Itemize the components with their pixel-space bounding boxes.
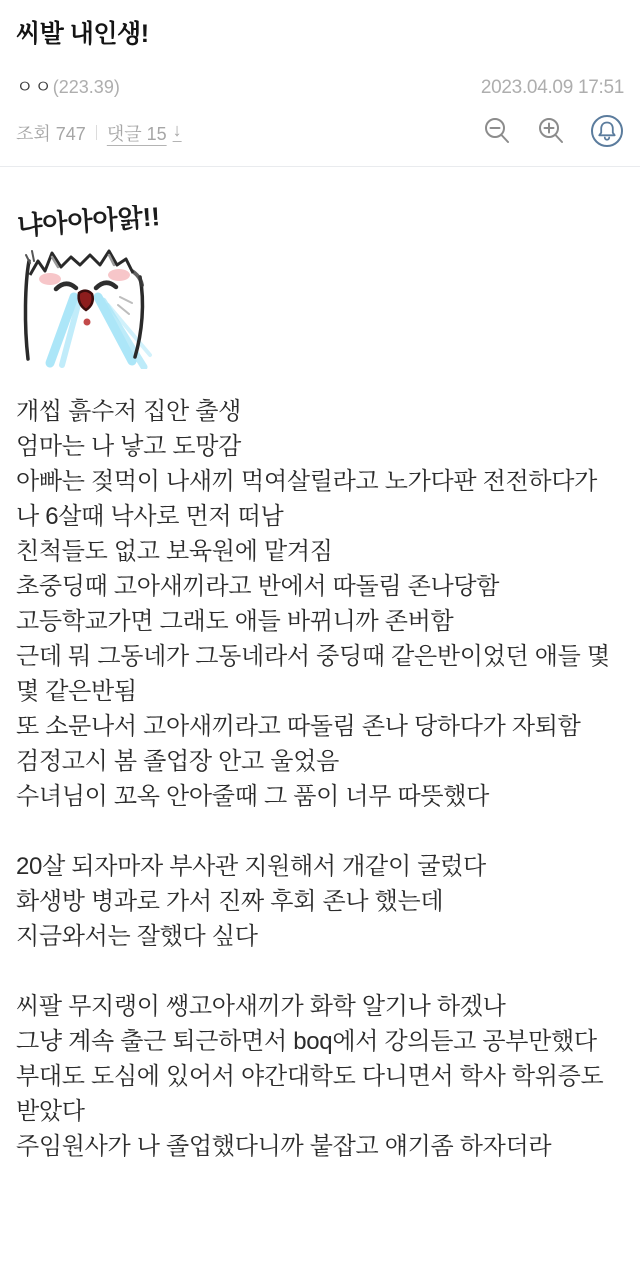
body-text-line: 수녀님이 꼬옥 안아줄때 그 품이 너무 따뜻했다	[16, 783, 490, 810]
scream-text: 냐아아아앍!!	[16, 205, 161, 241]
body-text-line: 엄마는 나 낳고 도망감	[16, 433, 242, 460]
post-image-crying-cat[interactable]	[16, 205, 624, 374]
meta-row	[16, 114, 624, 151]
post-header	[0, 0, 640, 151]
body-text-line: 20살 되자마자 부사관 지원해서 개같이 굴렀다	[16, 853, 486, 880]
comments-link[interactable]	[107, 120, 182, 146]
body-text-line: 화생방 병과로 가서 진짜 후회 존나 했는데	[16, 888, 444, 915]
body-text-line: 지금와서는 잘했다 싶다	[16, 923, 258, 950]
post-date: 2023.04.09 17:51	[480, 77, 624, 98]
body-text-line: 그냥 계속 출근 퇴근하면서 boq에서 강의듣고 공부만했다	[16, 1028, 597, 1055]
body-text-line: 나 6살때 낙사로 먼저 떠남	[16, 503, 284, 530]
view-count: 조회 747	[16, 123, 86, 144]
comments-down-arrow: ↓	[172, 119, 182, 140]
author[interactable]	[16, 73, 120, 99]
post-content	[0, 167, 640, 1164]
body-text-line	[16, 954, 624, 989]
body-text-line	[16, 814, 624, 849]
zoom-in-icon	[536, 116, 566, 149]
body-text-line: 또 소문나서 고아새끼라고 따돌림 존나 당하다가 자퇴함	[16, 713, 581, 740]
body-text-line: 주임원사가 나 졸업했다니까 붙잡고 얘기좀 하자더라	[16, 1133, 552, 1160]
comment-count: 댓글 15	[106, 123, 167, 144]
meta-divider	[96, 125, 97, 140]
notification-button[interactable]	[590, 114, 624, 151]
body-text-line: 씨팔 무지랭이 쌩고아새끼가 화학 알기나 하겠나	[16, 993, 506, 1020]
author-row	[16, 73, 624, 99]
body-text-line: 개씹 흙수저 집안 출생	[16, 398, 242, 425]
body-text-line: 부대도 도심에 있어서 야간대학도 다니면서 학사 학위증도 받았다	[16, 1063, 604, 1125]
body-text-line: 아빠는 젖먹이 나새끼 먹여살릴라고 노가다판 전전하다가	[16, 468, 598, 495]
body-text-line: 친척들도 없고 보육원에 맡겨짐	[16, 538, 333, 565]
body-text-line: 초중딩때 고아새끼라고 반에서 따돌림 존나당함	[16, 573, 500, 600]
body-text-line: 검정고시 봄 졸업장 안고 울었음	[16, 748, 339, 775]
body-text-line: 근데 뭐 그동네가 그동네라서 중딩때 같은반이었던 애들 몇몇 같은반됨	[16, 643, 610, 705]
zoom-in-button[interactable]	[536, 116, 566, 149]
bell-icon	[590, 114, 624, 151]
zoom-out-button[interactable]	[482, 116, 512, 149]
page-title: 씨발 내인생!	[16, 20, 149, 48]
toolbar-icons	[482, 114, 624, 151]
post-body	[16, 394, 624, 1164]
body-text-line: 고등학교가면 그래도 애들 바뀌니까 존버함	[16, 608, 454, 635]
view-comment-counts	[16, 120, 182, 146]
author-ip: (223.39)	[52, 77, 120, 97]
zoom-out-icon	[482, 116, 512, 149]
author-nickname: ㅇㅇ	[16, 77, 53, 97]
